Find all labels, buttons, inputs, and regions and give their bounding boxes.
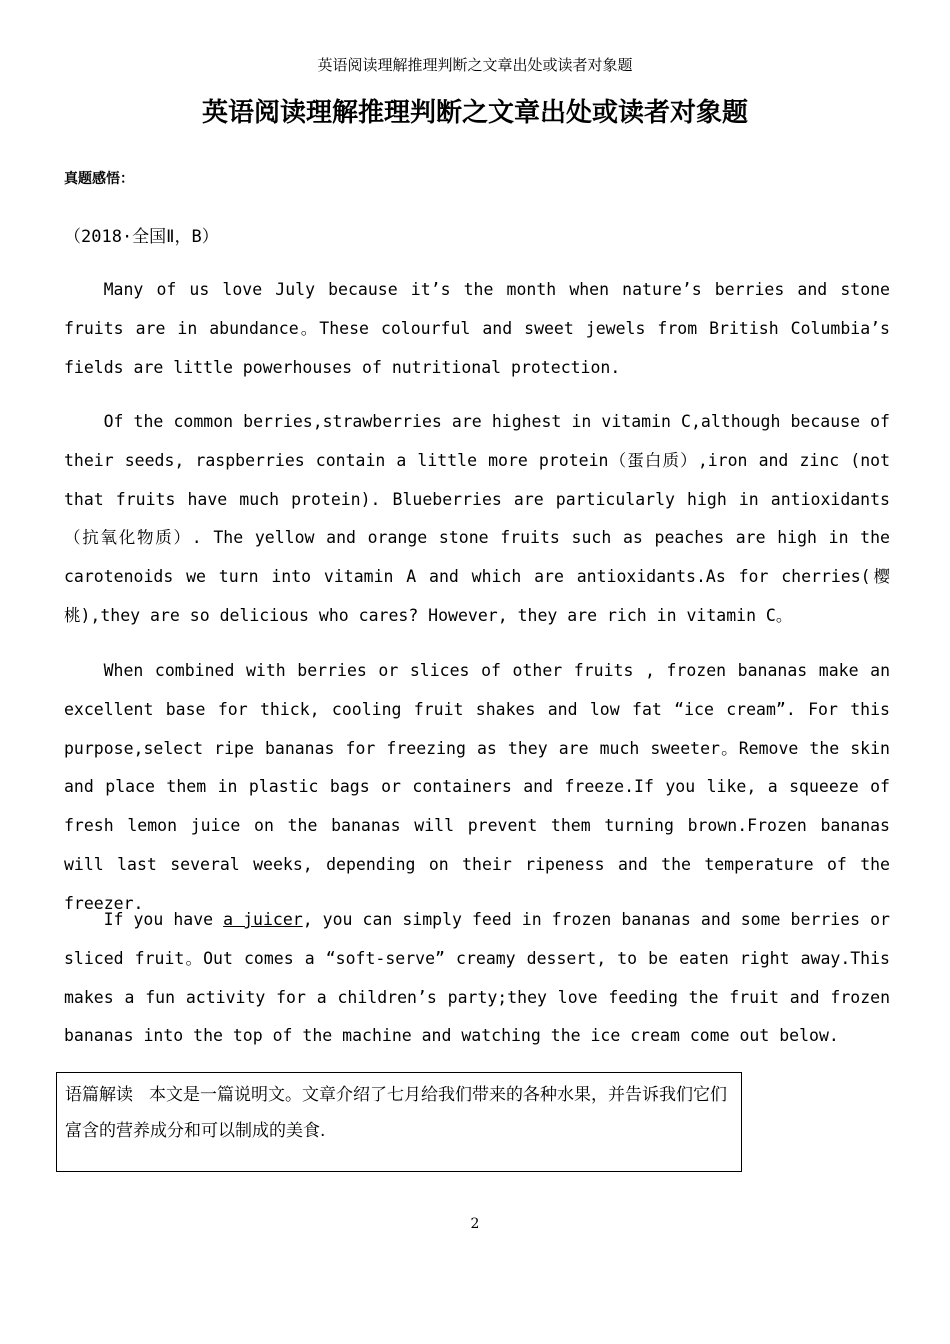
passage-paragraph-3: When combined with berries or slices of other fruits , frozen bananas make an excellent base for thick, cooling fruit shakes and low fat “ice cream”. For this purpose,select ripe bananas for freezing as they are much sweeter。Remove the skin and place them in plastic bags or containers and freeze.If you like, a squeeze of fresh lemon juice on the bananas will prevent them turning brown.Frozen bananas will last several weeks, depending on their ripeness and the temperature of the freezer.	[64, 661, 890, 913]
summary-box	[56, 1072, 742, 1172]
passage-paragraph-4	[64, 901, 890, 1056]
underlined-phrase: a juicer	[223, 910, 303, 929]
exam-source: （2018·全国Ⅱ，B）	[64, 227, 219, 247]
summary-label: 语篇解读	[65, 1085, 133, 1105]
paragraph-4-lead: If you have	[103, 910, 224, 929]
page-number: 2	[470, 1216, 480, 1232]
section-label: 真题感悟：	[64, 171, 134, 187]
summary-text: 本文是一篇说明文。文章介绍了七月给我们带来的各种水果，并告诉我们它们富含的营养成分和可以制成的美食.	[65, 1085, 727, 1141]
running-header: 英语阅读理解推理判断之文章出处或读者对象题	[317, 56, 633, 74]
document-title: 英语阅读理解推理判断之文章出处或读者对象题	[201, 98, 748, 128]
passage-paragraph-2: Of the common berries,strawberries are highest in vitamin C,although because of their seeds, raspberries contain a little more protein（蛋白质）,iron and zinc (not that fruits have much protein). Blueberries are particularly high in antioxidants（抗氧化物质）. The yellow and orange stone fruits such as peaches are high in the carotenoids we turn into vitamin A and which are antioxidants.As for cherries(樱桃),they are so delicious who cares? However, they are rich in vitamin C。	[64, 412, 890, 625]
paragraph-4-rest: , you can simply feed in frozen bananas and some berries or sliced fruit。Out comes a “soft-serve” creamy dessert, to be eaten right away.This makes a fun activity for a children’s party;they love feeding the fruit and frozen bananas into the top of the machine and watching the ice cream come out below.	[64, 910, 890, 1046]
passage-paragraph-1: Many of us love July because it’s the month when nature’s berries and stone fruits are in abundance。These colourful and sweet jewels from British Columbia’s fields are little powerhouses of nutritional protection.	[64, 280, 890, 377]
